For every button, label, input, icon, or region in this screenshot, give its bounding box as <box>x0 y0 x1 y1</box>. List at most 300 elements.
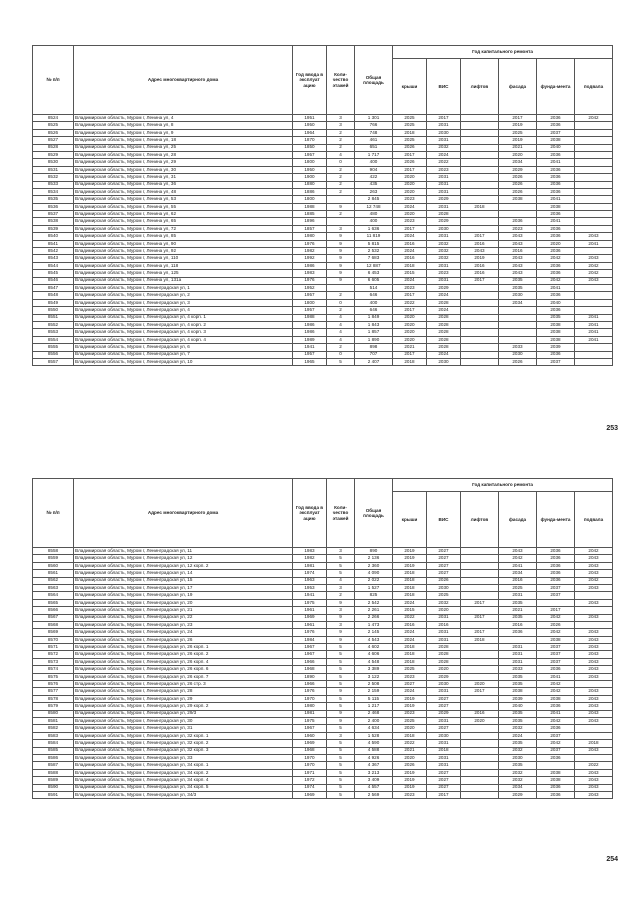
cell-facade <box>499 636 537 643</box>
cell-roof: 2015 <box>393 270 427 277</box>
cell-facade: 2025 <box>499 129 537 136</box>
table-row <box>33 777 613 784</box>
cell-basement: 2018 <box>575 740 613 747</box>
cell-lifts <box>461 666 499 673</box>
cell-vis: 2032 <box>427 248 461 255</box>
table-row <box>33 344 613 351</box>
cell-roof: 2020 <box>393 725 427 732</box>
cell-floors: 3 <box>327 607 355 614</box>
cell-floors: 2 <box>327 129 355 136</box>
cell-vis: 2031 <box>427 636 461 643</box>
cell-facade <box>499 307 537 314</box>
cell-lifts: 2018 <box>461 203 499 210</box>
cell-area: 422 <box>355 174 393 181</box>
cell-num: 8555 <box>33 344 74 351</box>
table-row <box>33 277 613 284</box>
header-repair-group: Год капитального ремонта <box>393 479 613 492</box>
cell-basement: 2043 <box>575 629 613 636</box>
cell-vis: 2032 <box>427 599 461 606</box>
cell-vis: 2027 <box>427 695 461 702</box>
cell-area: 6 453 <box>355 270 393 277</box>
cell-foundation: 2041 <box>537 196 575 203</box>
table-row <box>33 599 613 606</box>
cell-facade: 2031 <box>499 644 537 651</box>
cell-address: Владимирская область, Муром г, Ленинградская ул, 26 корп. 1 <box>74 644 293 651</box>
cell-foundation: 2042 <box>537 277 575 284</box>
cell-vis: 2027 <box>427 769 461 776</box>
cell-year: 1941 <box>293 592 327 599</box>
cell-year: 1976 <box>293 629 327 636</box>
cell-basement: 2043 <box>575 710 613 717</box>
cell-area: 461 <box>355 137 393 144</box>
cell-lifts: 2016 <box>461 240 499 247</box>
cell-floors: 5 <box>327 681 355 688</box>
cell-foundation: 2038 <box>537 329 575 336</box>
cell-year: 1950 <box>293 122 327 129</box>
cell-num: 8588 <box>33 769 74 776</box>
cell-basement: 2043 <box>575 636 613 643</box>
cell-address: Владимирская область, Муром г, Ленина ул, 4 <box>74 115 293 122</box>
cell-year: 1957 <box>293 292 327 299</box>
document-page-253 <box>32 45 618 432</box>
cell-facade: 2038 <box>499 688 537 695</box>
cell-roof: 2018 <box>393 358 427 365</box>
cell-lifts: 2017 <box>461 629 499 636</box>
cell-area: 3 213 <box>355 769 393 776</box>
cell-year: 1981 <box>293 710 327 717</box>
table-row <box>33 262 613 269</box>
cell-foundation: 2036 <box>537 122 575 129</box>
cell-year: 1963 <box>293 577 327 584</box>
table-row <box>33 584 613 591</box>
cell-floors: 5 <box>327 703 355 710</box>
cell-vis: 2031 <box>427 262 461 269</box>
cell-lifts <box>461 784 499 791</box>
cell-vis: 2028 <box>427 299 461 306</box>
cell-area: 12 887 <box>355 262 393 269</box>
cell-num: 8585 <box>33 747 74 754</box>
table-row <box>33 203 613 210</box>
cell-foundation: 2037 <box>537 129 575 136</box>
header-num: № п/п <box>33 46 74 115</box>
cell-foundation <box>537 762 575 769</box>
cell-facade: 2042 <box>499 555 537 562</box>
cell-num: 8537 <box>33 211 74 218</box>
cell-address: Владимирская область, Муром г, Ленинградская ул, 7 <box>74 351 293 358</box>
cell-basement <box>575 211 613 218</box>
cell-num: 8562 <box>33 577 74 584</box>
cell-facade: 2029 <box>499 791 537 798</box>
cell-area: 2 508 <box>355 681 393 688</box>
cell-address: Владимирская область, Муром г, Ленинградская ул, 1 <box>74 284 293 291</box>
cell-year: 1980 <box>293 703 327 710</box>
cell-roof: 2018 <box>393 732 427 739</box>
cell-floors: 2 <box>327 144 355 151</box>
cell-floors: 5 <box>327 555 355 562</box>
table-row <box>33 629 613 636</box>
cell-facade: 2032 <box>499 725 537 732</box>
cell-area: 1 473 <box>355 621 393 628</box>
cell-foundation: 2041 <box>537 673 575 680</box>
cell-facade: 2032 <box>499 747 537 754</box>
cell-vis: 2029 <box>427 284 461 291</box>
table-row <box>33 717 613 724</box>
cell-floors: 5 <box>327 673 355 680</box>
cell-facade <box>499 314 537 321</box>
cell-vis: 2031 <box>427 762 461 769</box>
cell-address: Владимирская область, Муром г, Ленина ул, 55 <box>74 203 293 210</box>
cell-lifts <box>461 621 499 628</box>
cell-area: 400 <box>355 218 393 225</box>
cell-roof: 2023 <box>393 284 427 291</box>
cell-area: 904 <box>355 166 393 173</box>
cell-foundation: 2038 <box>537 336 575 343</box>
cell-vis: 2031 <box>427 137 461 144</box>
cell-area: 514 <box>355 284 393 291</box>
cell-foundation: 2036 <box>537 292 575 299</box>
cell-basement <box>575 358 613 365</box>
cell-facade: 2016 <box>499 248 537 255</box>
cell-basement: 2043 <box>575 277 613 284</box>
cell-num: 8565 <box>33 599 74 606</box>
cell-lifts <box>461 358 499 365</box>
cell-roof: 2024 <box>393 277 427 284</box>
cell-year: 1975 <box>293 717 327 724</box>
cell-floors: 5 <box>327 658 355 665</box>
cell-area: 4 548 <box>355 658 393 665</box>
cell-num: 8527 <box>33 137 74 144</box>
cell-foundation: 2035 <box>537 314 575 321</box>
table-row <box>33 614 613 621</box>
cell-area: 766 <box>355 122 393 129</box>
cell-roof: 2018 <box>393 262 427 269</box>
cell-floors: 9 <box>327 614 355 621</box>
cell-foundation: 2017 <box>537 607 575 614</box>
cell-address: Владимирская область, Муром г, Ленинградская ул, 29 <box>74 695 293 702</box>
table-body <box>33 548 613 799</box>
cell-floors: 3 <box>327 548 355 555</box>
cell-roof: 2019 <box>393 562 427 569</box>
cell-foundation: 2041 <box>537 710 575 717</box>
cell-num: 8549 <box>33 299 74 306</box>
cell-address: Владимирская область, Муром г, Ленина ул, 9 <box>74 129 293 136</box>
cell-basement <box>575 248 613 255</box>
cell-facade: 2034 <box>499 159 537 166</box>
cell-facade: 2031 <box>499 651 537 658</box>
table-row <box>33 314 613 321</box>
cell-num: 8557 <box>33 358 74 365</box>
cell-area: 2 136 <box>355 555 393 562</box>
cell-num: 8541 <box>33 240 74 247</box>
cell-address: Владимирская область, Муром г, Ленинградская ул, 4 корп. 2 <box>74 321 293 328</box>
table-row <box>33 248 613 255</box>
table-row <box>33 754 613 761</box>
cell-area: 435 <box>355 181 393 188</box>
cell-num: 8558 <box>33 548 74 555</box>
cell-address: Владимирская область, Муром г, Ленинградская ул, 34 корп. 1 <box>74 762 293 769</box>
cell-basement: 2043 <box>575 784 613 791</box>
cell-basement: 2043 <box>575 688 613 695</box>
cell-facade: 2043 <box>499 233 537 240</box>
cell-address: Владимирская область, Муром г, Ленина ул, 72 <box>74 225 293 232</box>
cell-facade: 2017 <box>499 115 537 122</box>
header-vis: ВИС <box>427 59 461 115</box>
cell-foundation: 2037 <box>537 358 575 365</box>
cell-basement <box>575 344 613 351</box>
cell-vis: 2031 <box>427 277 461 284</box>
cell-roof: 2027 <box>393 681 427 688</box>
cell-vis: 2028 <box>427 344 461 351</box>
table-row <box>33 159 613 166</box>
cell-vis: 2029 <box>427 218 461 225</box>
cell-vis: 2017 <box>427 115 461 122</box>
cell-roof: 2019 <box>393 777 427 784</box>
cell-floors: 4 <box>327 577 355 584</box>
cell-vis: 2029 <box>427 196 461 203</box>
cell-foundation: 2036 <box>537 577 575 584</box>
cell-facade: 2031 <box>499 658 537 665</box>
cell-vis: 2027 <box>427 703 461 710</box>
cell-facade: 2030 <box>499 292 537 299</box>
cell-foundation <box>537 599 575 606</box>
cell-floors: 9 <box>327 717 355 724</box>
cell-basement: 2043 <box>575 570 613 577</box>
cell-foundation: 2038 <box>537 777 575 784</box>
cell-address: Владимирская область, Муром г, Ленина ул, 48 <box>74 188 293 195</box>
cell-area: 2 532 <box>355 248 393 255</box>
cell-floors: 5 <box>327 754 355 761</box>
header-lifts: лифтов <box>461 59 499 115</box>
cell-foundation: 2036 <box>537 666 575 673</box>
cell-lifts <box>461 151 499 158</box>
cell-basement <box>575 151 613 158</box>
table-row <box>33 336 613 343</box>
cell-area: 2 159 <box>355 688 393 695</box>
cell-foundation: 2036 <box>537 570 575 577</box>
cell-address: Владимирская область, Муром г, Ленинградская ул, 26 корп. 2 <box>74 651 293 658</box>
cell-floors: 4 <box>327 151 355 158</box>
cell-foundation: 2036 <box>537 181 575 188</box>
cell-lifts <box>461 754 499 761</box>
cell-vis: 2031 <box>427 688 461 695</box>
cell-vis: 2031 <box>427 122 461 129</box>
cell-facade: 2023 <box>499 225 537 232</box>
table-row <box>33 725 613 732</box>
table-row <box>33 762 613 769</box>
cell-address: Владимирская область, Муром г, Ленинградская ул, 26 стр. 3 <box>74 681 293 688</box>
cell-vis: 2027 <box>427 784 461 791</box>
cell-lifts: 2017 <box>461 614 499 621</box>
cell-floors: 9 <box>327 255 355 262</box>
cell-num: 8533 <box>33 181 74 188</box>
header-floors: Коли-чество этажей <box>327 479 355 548</box>
cell-floors: 9 <box>327 636 355 643</box>
cell-year: 1974 <box>293 570 327 577</box>
housing-repair-table <box>32 45 613 366</box>
cell-num: 8563 <box>33 584 74 591</box>
cell-num: 8578 <box>33 695 74 702</box>
cell-basement: 2043 <box>575 791 613 798</box>
cell-address: Владимирская область, Муром г, Ленинградская ул, 32 корп. 2 <box>74 740 293 747</box>
cell-area: 4 543 <box>355 636 393 643</box>
cell-basement: 2043 <box>575 233 613 240</box>
cell-lifts <box>461 769 499 776</box>
cell-num: 8542 <box>33 248 74 255</box>
cell-foundation: 2037 <box>537 651 575 658</box>
cell-num: 8525 <box>33 122 74 129</box>
cell-foundation: 2036 <box>537 784 575 791</box>
cell-roof: 2026 <box>393 159 427 166</box>
cell-roof: 2025 <box>393 137 427 144</box>
cell-foundation: 2036 <box>537 548 575 555</box>
cell-basement <box>575 218 613 225</box>
cell-area: 1 890 <box>355 336 393 343</box>
cell-facade: 2033 <box>499 666 537 673</box>
cell-facade: 2035 <box>499 673 537 680</box>
table-row <box>33 211 613 218</box>
cell-year: 1989 <box>293 336 327 343</box>
cell-area: 4 367 <box>355 762 393 769</box>
cell-year: 1970 <box>293 762 327 769</box>
cell-area: 2 360 <box>355 562 393 569</box>
cell-lifts <box>461 115 499 122</box>
cell-num: 8546 <box>33 277 74 284</box>
cell-area: 2 400 <box>355 717 393 724</box>
cell-foundation: 2036 <box>537 307 575 314</box>
cell-vis: 2028 <box>427 336 461 343</box>
cell-lifts <box>461 351 499 358</box>
cell-area: 4 590 <box>355 740 393 747</box>
cell-roof: 2021 <box>393 747 427 754</box>
table-row <box>33 740 613 747</box>
table-row <box>33 225 613 232</box>
cell-facade: 2026 <box>499 358 537 365</box>
cell-num: 8532 <box>33 174 74 181</box>
cell-roof: 2018 <box>393 658 427 665</box>
cell-year: 1800 <box>293 196 327 203</box>
cell-foundation: 2036 <box>537 211 575 218</box>
cell-year: 1974 <box>293 784 327 791</box>
cell-vis: 2031 <box>427 754 461 761</box>
cell-num: 8559 <box>33 555 74 562</box>
cell-address: Владимирская область, Муром г, Ленина ул, 28 <box>74 151 293 158</box>
cell-facade: 2043 <box>499 262 537 269</box>
cell-address: Владимирская область, Муром г, Ленина ул, 110 <box>74 255 293 262</box>
cell-lifts <box>461 284 499 291</box>
cell-roof: 2016 <box>393 255 427 262</box>
cell-year: 1986 <box>293 321 327 328</box>
cell-area: 6 605 <box>355 277 393 284</box>
cell-num: 8582 <box>33 725 74 732</box>
cell-facade <box>499 211 537 218</box>
cell-address: Владимирская область, Муром г, Ленинградская ул, 12 <box>74 555 293 562</box>
cell-lifts: 2017 <box>461 688 499 695</box>
cell-year: 1890 <box>293 673 327 680</box>
cell-floors: 3 <box>327 122 355 129</box>
cell-foundation: 2042 <box>537 629 575 636</box>
table-row <box>33 673 613 680</box>
cell-vis: 2027 <box>427 555 461 562</box>
cell-vis: 2032 <box>427 240 461 247</box>
cell-foundation: 2041 <box>537 218 575 225</box>
cell-address: Владимирская область, Муром г, Ленина ул, 65 <box>74 218 293 225</box>
cell-num: 8589 <box>33 777 74 784</box>
header-roof: крыши <box>393 492 427 548</box>
cell-vis: 2027 <box>427 777 461 784</box>
header-address: Адрес многоквартирного дома <box>74 479 293 548</box>
cell-year: 1986 <box>293 262 327 269</box>
cell-year: 1886 <box>293 188 327 195</box>
cell-basement <box>575 144 613 151</box>
cell-roof: 2023 <box>393 710 427 717</box>
cell-facade: 2019 <box>499 137 537 144</box>
table-row <box>33 196 613 203</box>
cell-floors: 9 <box>327 240 355 247</box>
cell-address: Владимирская область, Муром г, Ленинградская ул, 29 корп. 2 <box>74 703 293 710</box>
cell-lifts <box>461 732 499 739</box>
cell-area: 12 748 <box>355 203 393 210</box>
cell-lifts <box>461 548 499 555</box>
cell-floors: 4 <box>327 336 355 343</box>
cell-basement: 2041 <box>575 321 613 328</box>
cell-roof: 2025 <box>393 717 427 724</box>
cell-facade: 2040 <box>499 703 537 710</box>
cell-address: Владимирская область, Муром г, Ленинградская ул, 34 корп. 4 <box>74 777 293 784</box>
header-num: № п/п <box>33 479 74 548</box>
cell-num: 8544 <box>33 262 74 269</box>
cell-address: Владимирская область, Муром г, Ленина ул, 131а <box>74 277 293 284</box>
cell-facade: 2035 <box>499 614 537 621</box>
cell-roof: 2019 <box>393 548 427 555</box>
cell-vis: 2027 <box>427 548 461 555</box>
cell-foundation: 2036 <box>537 225 575 232</box>
cell-lifts <box>461 555 499 562</box>
cell-address: Владимирская область, Муром г, Ленинградская ул, 6 <box>74 344 293 351</box>
cell-facade: 2024 <box>499 732 537 739</box>
cell-vis: 2032 <box>427 144 461 151</box>
cell-roof: 2017 <box>393 292 427 299</box>
cell-roof: 2017 <box>393 307 427 314</box>
cell-facade: 2019 <box>499 122 537 129</box>
cell-foundation: 2038 <box>537 769 575 776</box>
table-row <box>33 607 613 614</box>
table-row <box>33 233 613 240</box>
cell-year: 1968 <box>293 666 327 673</box>
cell-address: Владимирская область, Муром г, Ленинградская ул, 26 <box>74 636 293 643</box>
cell-basement: 2042 <box>575 262 613 269</box>
cell-foundation: 2036 <box>537 725 575 732</box>
table-body <box>33 115 613 366</box>
cell-area: 2 569 <box>355 791 393 798</box>
cell-address: Владимирская область, Муром г, Ленинградская ул, 12 корп. 2 <box>74 562 293 569</box>
cell-year: 1957 <box>293 307 327 314</box>
cell-facade: 2035 <box>499 740 537 747</box>
cell-floors: 5 <box>327 769 355 776</box>
cell-lifts <box>461 225 499 232</box>
cell-floors: 5 <box>327 740 355 747</box>
cell-num: 8553 <box>33 329 74 336</box>
cell-year: 1981 <box>293 562 327 569</box>
cell-floors: 5 <box>327 725 355 732</box>
cell-roof: 2020 <box>393 336 427 343</box>
cell-floors: 0 <box>327 351 355 358</box>
cell-area: 646 <box>355 292 393 299</box>
cell-vis: 2031 <box>427 181 461 188</box>
cell-lifts <box>461 562 499 569</box>
cell-area: 4 557 <box>355 784 393 791</box>
cell-basement <box>575 129 613 136</box>
cell-basement: 2043 <box>575 555 613 562</box>
